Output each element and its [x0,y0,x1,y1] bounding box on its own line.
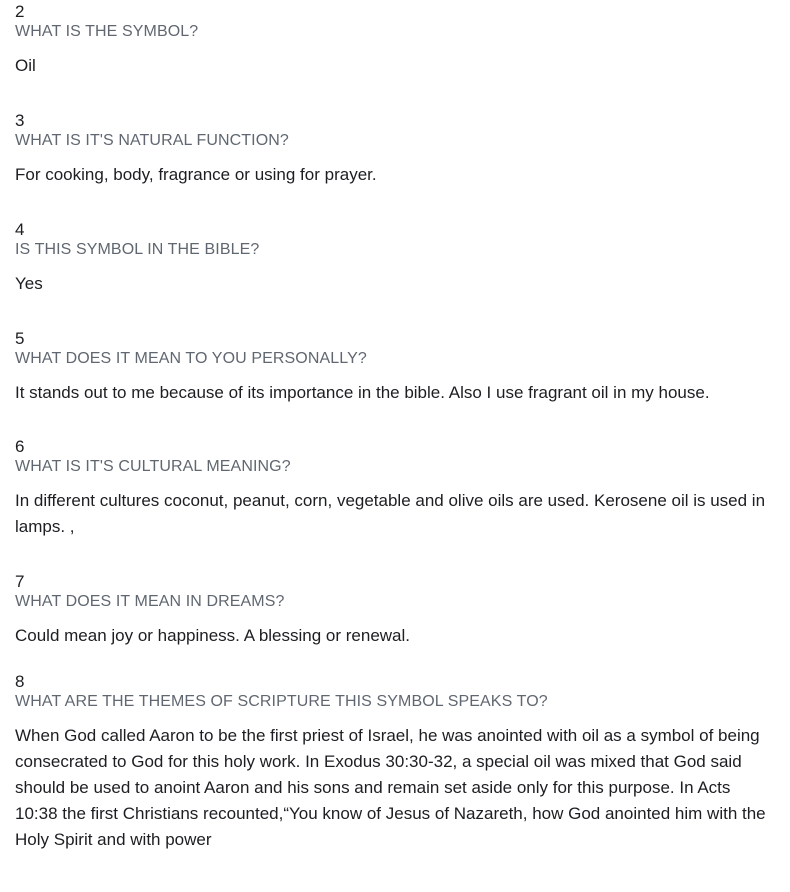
question-number: 3 [15,111,25,130]
question-number: 7 [15,572,25,591]
answer-text: It stands out to me because of its importance in the bible. Also I use fragrant oil in my house. [15,383,710,402]
question-block-5 [15,329,775,406]
question-block-4 [15,220,775,297]
question-text: WHAT DOES IT MEAN IN DREAMS? [15,593,285,610]
question-text: WHAT IS IT'S NATURAL FUNCTION? [15,132,289,149]
answer-text: Could mean joy or happiness. A blessing or renewal. [15,626,411,645]
answer-text: For cooking, body, fragrance or using for prayer. [15,165,377,184]
answer-text: In different cultures coconut, peanut, corn, vegetable and olive oils are used. Kerosene oil is used in lamps. , [15,491,766,536]
question-text: WHAT ARE THE THEMES OF SCRIPTURE THIS SYMBOL SPEAKS TO? [15,693,548,710]
question-number: 2 [15,2,25,21]
question-text: WHAT IS IT'S CULTURAL MEANING? [15,458,291,475]
question-text: WHAT DOES IT MEAN TO YOU PERSONALLY? [15,350,367,367]
question-text: WHAT IS THE SYMBOL? [15,23,199,40]
question-block-3 [15,111,775,188]
question-block-8 [15,672,775,853]
question-number: 4 [15,220,25,239]
answer-text: Yes [15,274,43,293]
answer-text: When God called Aaron to be the first priest of Israel, he was anointed with oil as a symbol of being consecrated to God for this holy work. In Exodus 30:30-32, a special oil was mixed that God said should be used to anoint Aaron and his sons and remain set aside only for this purpose. In Acts 10:38 the first Christians recounted,“You know of Jesus of Nazareth, how God anointed him with the Holy Spirit and with power [15,726,766,849]
answer-text: Oil [15,56,36,75]
question-block-6 [15,437,775,540]
question-number: 5 [15,329,25,348]
question-number: 6 [15,437,25,456]
question-block-7 [15,572,775,649]
question-block-2 [15,2,775,79]
question-number: 8 [15,672,25,691]
question-text: IS THIS SYMBOL IN THE BIBLE? [15,241,260,258]
